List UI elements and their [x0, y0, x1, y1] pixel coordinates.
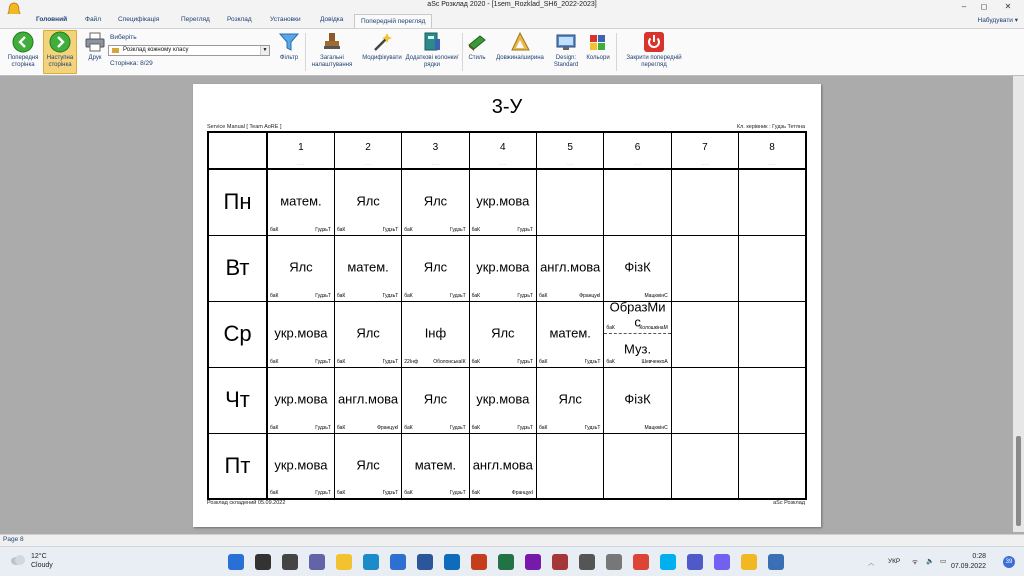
empty-slot[interactable]: [671, 367, 738, 433]
modify-button[interactable]: [357, 31, 407, 62]
tab-help[interactable]: Довідка: [320, 16, 344, 23]
lesson-cell[interactable]: [402, 235, 469, 301]
system-clock[interactable]: [951, 552, 986, 572]
weather-desc: Cloudy: [31, 562, 53, 569]
lesson-subject: англ.мова: [337, 391, 399, 407]
lesson-room: баК: [270, 292, 279, 299]
lesson-teacher: ГудзьТ: [584, 358, 601, 365]
battery-icon[interactable]: ▭: [940, 558, 947, 565]
lesson-subject: Ялс: [423, 193, 448, 209]
tab-file[interactable]: Файл: [85, 16, 101, 23]
close-preview-label: Закрити попередній перегляд: [626, 55, 682, 68]
period-time-hint: — —: [364, 162, 372, 166]
day-label: Вт: [208, 235, 267, 301]
empty-slot[interactable]: [537, 433, 604, 499]
lesson-teacher: ШевченкоА: [641, 358, 668, 365]
lesson-room: баК: [606, 358, 615, 365]
lesson-subject: матем.: [414, 457, 457, 473]
wifi-icon[interactable]: ᯤ: [912, 559, 918, 566]
lesson-cell[interactable]: [469, 169, 536, 235]
file-explorer-icon[interactable]: [336, 554, 352, 570]
lesson-room: 22Інф: [404, 358, 419, 365]
period-header: [469, 132, 536, 169]
onenote-icon[interactable]: [525, 554, 541, 570]
lesson-subject: ФізК: [624, 391, 651, 407]
empty-slot[interactable]: [671, 301, 738, 367]
filter-label: Фільтр: [279, 55, 299, 61]
lesson-subject: укр.мова: [274, 391, 328, 407]
status-bar: [0, 534, 1024, 546]
lesson-room: баК: [404, 490, 413, 496]
day-row: [208, 433, 806, 499]
lesson-cell[interactable]: [469, 235, 536, 301]
volume-icon[interactable]: 🔈: [926, 558, 935, 565]
window-title: aSc Розклад 2020 - [1sem_Rozklad_SH6_2022-2023]: [427, 1, 597, 8]
lesson-room: баК: [270, 424, 279, 431]
lesson-cell[interactable]: [402, 433, 469, 499]
lesson-subject: Ялс: [558, 391, 582, 407]
lesson-room: баК: [471, 424, 481, 431]
lesson-subject: ОбразМис: [609, 299, 666, 330]
lesson-room: баК: [404, 424, 413, 431]
length-width-label: Довжина/ширина: [496, 55, 544, 61]
lesson-room: баК: [336, 490, 346, 496]
power-icon: [643, 31, 665, 53]
period-number: 5: [567, 142, 573, 153]
period-number: 8: [769, 142, 775, 153]
lesson-subject: укр.мова: [274, 457, 328, 473]
colors-label: Кольори: [586, 55, 610, 61]
book-columns-icon: [421, 31, 443, 53]
lesson-subject: Ялс: [423, 391, 448, 407]
search-icon[interactable]: [255, 554, 271, 570]
lesson-teacher: ГудзьТ: [517, 226, 533, 233]
maximize-button[interactable]: ◻: [980, 2, 988, 11]
viber-icon[interactable]: [714, 554, 730, 570]
sheet-left-note: Service Manual [ Team AoRE ]: [207, 124, 282, 130]
status-page-text: Page 8: [3, 536, 24, 543]
period-header: [334, 132, 401, 169]
calculator-icon[interactable]: [579, 554, 595, 570]
notification-badge[interactable]: 39: [1003, 556, 1015, 568]
lesson-cell[interactable]: [267, 433, 334, 499]
previous-page-button[interactable]: [4, 31, 42, 69]
teams-icon[interactable]: [687, 554, 703, 570]
lesson-cell[interactable]: [402, 367, 469, 433]
lesson-group-top[interactable]: [604, 299, 670, 335]
clock-time: 0:28: [972, 553, 986, 560]
ribbon-tabs: [0, 14, 1024, 28]
tab-print-preview[interactable]: Попередній перегляд: [354, 14, 432, 28]
lesson-room: баК: [471, 226, 481, 233]
lesson-cell[interactable]: [469, 301, 536, 367]
period-number: 4: [500, 142, 506, 153]
title-bar: [0, 0, 1024, 14]
lesson-subject: матем.: [347, 259, 389, 275]
lesson-teacher: ГудзьТ: [450, 292, 466, 299]
lesson-teacher: ОболонськаІК: [433, 358, 466, 365]
filter-button[interactable]: [276, 31, 302, 62]
empty-slot[interactable]: [671, 169, 738, 235]
lesson-teacher: ГудзьТ: [315, 226, 331, 233]
print-label: Друк: [88, 55, 102, 61]
clock-date: 07.09.2022: [950, 563, 986, 570]
general-settings-label: Загальні налаштування: [311, 55, 353, 68]
lesson-teacher: ФранцукІ: [579, 292, 601, 299]
skype-icon[interactable]: [660, 554, 676, 570]
period-time-hint: — —: [432, 162, 439, 166]
lesson-subject: Ялс: [356, 325, 380, 341]
lesson-cell[interactable]: [537, 367, 604, 433]
day-row: [208, 169, 806, 235]
period-number: 6: [634, 142, 641, 153]
lesson-teacher: ГудзьТ: [517, 424, 533, 431]
lesson-cell[interactable]: [469, 433, 536, 499]
empty-slot[interactable]: [604, 433, 671, 499]
lesson-room: баК: [539, 292, 548, 299]
stamp-icon: [321, 31, 343, 53]
next-page-button[interactable]: [43, 30, 77, 74]
empty-slot[interactable]: [739, 367, 806, 433]
print-button[interactable]: [84, 31, 106, 62]
lesson-room: баК: [404, 226, 413, 233]
separator: [616, 33, 617, 71]
general-settings-button[interactable]: [307, 31, 357, 69]
period-header: [604, 132, 671, 169]
lesson-cell[interactable]: [537, 301, 604, 367]
lesson-cell[interactable]: [537, 235, 604, 301]
lesson-subject: ФізК: [624, 259, 651, 275]
timetable-grid: [207, 131, 807, 500]
extra-columns-label: Додаткові колонки/рядки: [405, 55, 459, 68]
chrome-icon[interactable]: [633, 554, 649, 570]
lesson-cell[interactable]: [334, 301, 401, 367]
asc-timetable-icon[interactable]: [741, 554, 757, 570]
lesson-room: баК: [471, 490, 481, 496]
lesson-teacher: ФранцукІ: [377, 424, 399, 431]
report-icon: [112, 48, 119, 53]
lesson-subject: укр.мова: [274, 325, 328, 341]
day-label: Пн: [208, 169, 267, 235]
design-button[interactable]: [551, 31, 581, 69]
arrow-left-icon: [12, 31, 34, 53]
magic-wand-icon: [371, 31, 393, 53]
tab-home[interactable]: Головний: [36, 16, 68, 23]
powerpoint-icon[interactable]: [471, 554, 487, 570]
period-header-row: [208, 132, 806, 169]
class-title: 3-У: [491, 96, 523, 118]
period-time-hint: — —: [297, 162, 305, 166]
period-number: 3: [432, 142, 439, 153]
period-header: [267, 132, 334, 169]
grid-corner: [208, 132, 267, 169]
mail-icon[interactable]: [444, 554, 460, 570]
lesson-subject: Інф: [424, 325, 447, 341]
day-label: Чт: [208, 367, 267, 433]
previous-page-label: Попередня сторінка: [7, 55, 39, 68]
vertical-scrollbar[interactable]: [1013, 76, 1024, 532]
monitor-design-icon: [555, 31, 577, 53]
lesson-room: баК: [336, 292, 346, 299]
palette-icon: [587, 31, 609, 53]
lesson-cell[interactable]: [334, 433, 401, 499]
report-type-dropdown[interactable]: [108, 45, 270, 56]
weather-widget[interactable]: [31, 552, 53, 570]
lesson-room: баК: [606, 325, 615, 331]
empty-slot[interactable]: [739, 433, 806, 499]
style-books-icon: [466, 31, 488, 53]
arrow-right-icon: [49, 31, 71, 53]
lesson-teacher: ГудзьТ: [450, 226, 466, 233]
period-number: 2: [365, 142, 371, 153]
windows-start-icon[interactable]: [228, 554, 244, 570]
lesson-subject: Ялс: [356, 457, 380, 473]
lesson-room: баК: [270, 226, 279, 233]
lesson-room: баК: [270, 358, 279, 365]
lesson-cell[interactable]: [469, 367, 536, 433]
lesson-room: баК: [336, 358, 346, 365]
length-width-button[interactable]: [490, 31, 550, 62]
empty-slot[interactable]: [739, 235, 806, 301]
colors-button[interactable]: [583, 31, 613, 62]
empty-slot[interactable]: [604, 169, 671, 235]
lesson-subject: Ялс: [423, 259, 448, 275]
windows-taskbar: [0, 546, 1024, 576]
access-icon[interactable]: [552, 554, 568, 570]
lesson-teacher: ГудзьТ: [315, 490, 331, 496]
period-header: [402, 132, 469, 169]
edge-icon[interactable]: [363, 554, 379, 570]
lesson-room: баК: [471, 292, 481, 299]
lesson-room: баК: [539, 424, 548, 431]
extra-columns-button[interactable]: [405, 31, 459, 69]
period-time-hint: — —: [634, 162, 641, 166]
separator: [305, 33, 306, 71]
customize-menu[interactable]: Набудувати ▾: [977, 17, 1018, 24]
close-preview-button[interactable]: [618, 31, 690, 69]
lesson-room: баК: [270, 490, 279, 496]
period-header: [537, 132, 604, 169]
lesson-room: баК: [471, 358, 481, 365]
page-counter: Сторінка: 8/29: [110, 60, 153, 67]
print-preview-page: [193, 84, 821, 527]
lesson-subject: Ялс: [289, 259, 313, 275]
lesson-teacher: КолошкінаМ: [639, 325, 668, 331]
lesson-cell[interactable]: [604, 367, 671, 433]
lesson-cell[interactable]: [267, 235, 334, 301]
lesson-cell[interactable]: [402, 169, 469, 235]
class-teacher-note: Кл. керівник : Гудзь Тетяна: [736, 124, 805, 130]
weather-temp: 12°C: [31, 553, 47, 560]
lesson-teacher: ГудзьТ: [382, 226, 399, 233]
lesson-teacher: ГудзьТ: [517, 292, 533, 299]
lesson-teacher: МацюкінС: [644, 424, 668, 431]
lesson-subject: матем.: [280, 193, 322, 209]
lesson-subject: укр.мова: [476, 259, 530, 275]
set-square-icon: [509, 31, 531, 53]
lesson-cell[interactable]: [334, 235, 401, 301]
empty-slot[interactable]: [739, 169, 806, 235]
period-header: [671, 132, 738, 169]
lesson-group-bottom[interactable]: [604, 334, 670, 367]
lesson-teacher: ФранцукІ: [511, 490, 533, 496]
lesson-subject: укр.мова: [476, 193, 530, 209]
lesson-room: баК: [336, 226, 346, 233]
lesson-cell[interactable]: [267, 169, 334, 235]
chevron-up-icon[interactable]: ︿: [868, 560, 875, 567]
report-type-value: Розклад кожному класу: [123, 47, 189, 53]
task-view-icon[interactable]: [282, 554, 298, 570]
lesson-subject: Ялс: [491, 325, 515, 341]
modify-label: Модифікувати: [362, 55, 402, 61]
period-time-hint: — —: [701, 162, 709, 166]
tab-settings[interactable]: Установки: [270, 16, 301, 23]
design-label: Design: Standard: [553, 55, 579, 68]
lesson-teacher: ГудзьТ: [382, 292, 399, 299]
lesson-subject: матем.: [549, 325, 591, 341]
empty-slot[interactable]: [537, 169, 604, 235]
lesson-subject: Муз.: [624, 341, 652, 357]
separator: [462, 33, 463, 71]
style-button[interactable]: [464, 31, 490, 62]
lesson-cell[interactable]: [334, 367, 401, 433]
lesson-room: баК: [404, 292, 413, 299]
printer-icon: [84, 31, 106, 53]
language-indicator[interactable]: УКР: [888, 558, 901, 565]
chat-icon[interactable]: [309, 554, 325, 570]
empty-slot[interactable]: [739, 301, 806, 367]
lesson-teacher: ГудзьТ: [315, 424, 331, 431]
lesson-cell[interactable]: [267, 367, 334, 433]
remote-desktop-icon[interactable]: [768, 554, 784, 570]
lesson-subject: укр.мова: [476, 391, 530, 407]
lesson-subject: англ.мова: [540, 259, 601, 275]
lesson-teacher: ГудзьТ: [584, 424, 601, 431]
lesson-subject: Ялс: [356, 193, 380, 209]
tab-timetable[interactable]: Розклад: [227, 16, 252, 23]
period-time-hint: — —: [768, 162, 776, 166]
lesson-teacher: ГудзьТ: [450, 424, 466, 431]
lesson-teacher: ГудзьТ: [315, 358, 331, 365]
period-number: 7: [702, 142, 708, 153]
ribbon-toolbar: [0, 28, 1024, 76]
select-label: Виберіть: [110, 34, 137, 41]
empty-slot[interactable]: [671, 433, 738, 499]
lesson-room: баК: [336, 424, 346, 431]
lesson-teacher: ГудзьТ: [450, 490, 466, 496]
style-label: Стиль: [468, 55, 486, 61]
tab-view[interactable]: Перегляд: [181, 16, 210, 23]
chevron-down-icon[interactable]: ▼: [260, 46, 269, 55]
lesson-teacher: МацюкінС: [644, 292, 668, 299]
footer-brand-note: aSc Розклад: [773, 500, 805, 506]
word-icon[interactable]: [417, 554, 433, 570]
store-icon[interactable]: [390, 554, 406, 570]
day-row: [208, 367, 806, 433]
day-label: Ср: [208, 301, 267, 367]
lesson-teacher: ГудзьТ: [517, 358, 533, 365]
pen-app-icon[interactable]: [606, 554, 622, 570]
period-number: 1: [298, 142, 304, 153]
lesson-teacher: ГудзьТ: [382, 490, 399, 496]
lesson-cell[interactable]: [402, 301, 469, 367]
lesson-cell[interactable]: [267, 301, 334, 367]
period-time-hint: — —: [566, 162, 574, 166]
funnel-icon: [278, 31, 300, 53]
excel-icon[interactable]: [498, 554, 514, 570]
empty-slot[interactable]: [671, 235, 738, 301]
lesson-cell[interactable]: [604, 301, 671, 367]
tab-specification[interactable]: Специфікація: [118, 16, 160, 23]
lesson-cell[interactable]: [604, 235, 671, 301]
scrollbar-thumb[interactable]: [1016, 436, 1021, 526]
next-page-label: Наступна сторінка: [46, 55, 74, 68]
lesson-teacher: ГудзьТ: [382, 358, 399, 365]
lesson-subject: англ.мова: [472, 457, 533, 473]
day-row: [208, 235, 806, 301]
period-time-hint: — —: [499, 162, 507, 166]
period-header: [739, 132, 806, 169]
minimize-button[interactable]: –: [961, 2, 967, 11]
lesson-cell[interactable]: [334, 169, 401, 235]
day-row: [208, 301, 806, 367]
lesson-teacher: ГудзьТ: [315, 292, 331, 299]
close-window-button[interactable]: ✕: [1004, 2, 1012, 11]
cloudy-weather-icon[interactable]: [10, 554, 26, 566]
created-date-note: Розклад складений 05.09.2022: [207, 500, 286, 506]
lesson-room: баК: [539, 358, 548, 365]
day-label: Пт: [208, 433, 267, 499]
